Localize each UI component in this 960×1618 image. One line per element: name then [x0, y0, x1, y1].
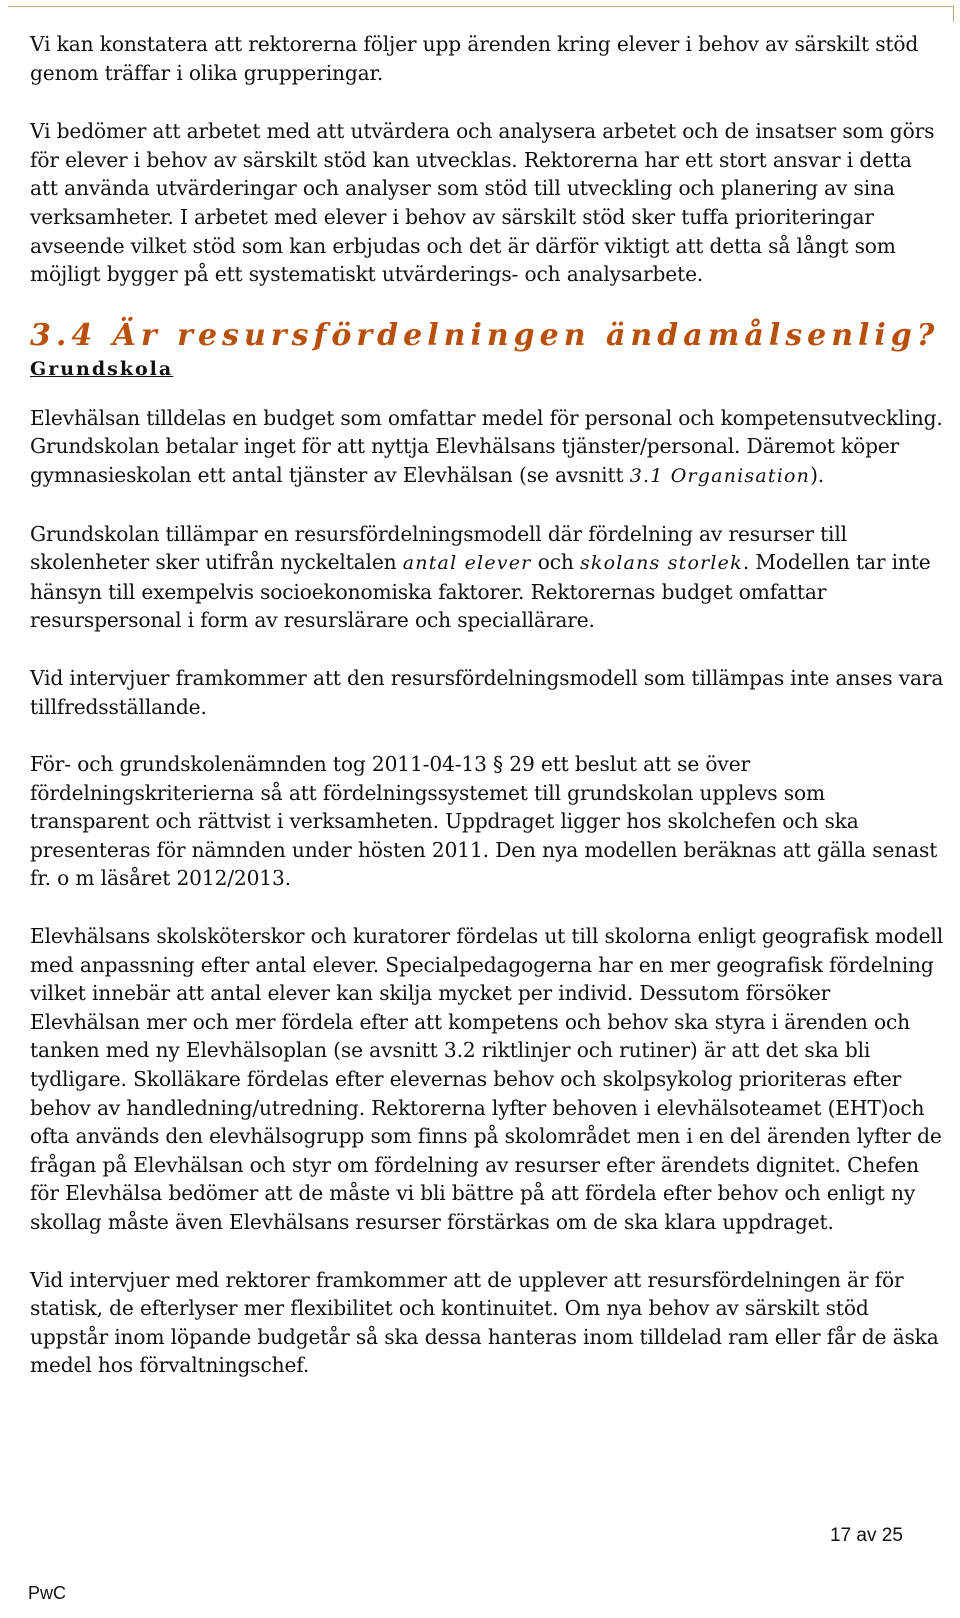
section-reference: 3.1 Organisation: [629, 464, 811, 487]
paragraph-1: Vi kan konstatera att rektorerna följer upp ärenden kring elever i behov av särskilt stöd genom träffar i olika grupperingar.: [30, 32, 919, 85]
paragraph-2: Vi bedömer att arbetet med att utvärdera och analysera arbetet och de insatser som görs för elever i behov av särskilt stöd kan utvecklas. Rektorerna har ett stort ansvar i detta att använda utvärderingar och analyser som stöd till utveckling och planering av sina verksamheter. I arbetet med elever i behov av särskilt stöd sker tuffa prioriteringar avseende vilket stöd som kan erbjudas och det är därför viktigt att detta så långt som möjligt bygger på ett systematiskt utvärderings- och analysarbete.: [30, 119, 935, 287]
paragraph-3-end: ).: [810, 462, 825, 487]
paragraph-8: Vid intervjuer med rektorer framkommer att de upplever att resursfördelningen är för statisk, de efterlyser mer flexibilitet och kontinuitet. Om nya behov av särskilt stöd uppstår inom löpande budgetår så ska dessa hanteras inom tilldelad ram eller får de äska medel hos förvaltningschef.: [30, 1267, 939, 1378]
pwc-logo: PwC: [28, 1583, 67, 1603]
header-rule: [8, 6, 954, 7]
paragraph-3: [30, 404, 945, 491]
paragraph-6: För- och grundskolenämnden tog 2011-04-13 § 29 ett beslut att se över fördelningskriterierna så att fördelningssystemet till grundskolan upplevs som transparent och rättvist i verksamheten. Uppdraget ligger hos skolchefen och ska presenteras för nämnden under hösten 2011. Den nya modellen beräknas att gälla senast fr. o m läsåret 2012/2013.: [30, 752, 938, 891]
document-page: [30, 30, 945, 1409]
paragraph-4-text-b: och: [531, 550, 580, 575]
paragraph-3-text: Elevhälsan tilldelas en budget som omfattar medel för personal och kompetensutveckling. Grundskolan betalar inget för att nyttja Elevhälsans tjänster/personal. Däremot köper gymnasieskolan ett antal tjänster av Elevhälsan (se avsnitt: [30, 405, 943, 487]
term-antal-elever: antal elever: [402, 552, 532, 575]
paragraph-4: [30, 520, 945, 635]
section-subheading: Grundskola: [30, 357, 174, 380]
paragraph-5: Vid intervjuer framkommer att den resursfördelningsmodell som tillämpas inte anses vara tillfredsställande.: [30, 665, 944, 719]
section-heading: 3.4 Är resursfördelningen ändamålsenlig?: [30, 317, 940, 353]
paragraph-7: Elevhälsans skolsköterskor och kuratorer fördelas ut till skolorna enligt geografisk modell med anpassning efter antal elever. Specialpedagogerna har en mer geografisk fördelning vilket innebär att antal elever kan skilja mycket per individ. Dessutom försöker Elevhälsan mer och mer fördela efter att kompetens och behov ska styra i ärenden och tanken med ny Elevhälsoplan (se avsnitt 3.2 riktlinjer och rutiner) är att det ska bli tydligare. Skolläkare fördelas efter elevernas behov och skolpsykolog prioriteras efter behov av handledning/utredning. Rektorerna lyfter behoven i elevhälsoteamet (EHT)och ofta används den elevhälsogrupp som finns på skolområdet men i en del ärenden lyfter de frågan på Elevhälsan och styr om fördelning av resurser efter ärendets dignitet. Chefen för Elevhälsa bedömer att de måste vi bli bättre på att fördela efter behov och enligt ny skollag måste även Elevhälsans resurser förstärkas om de ska klara uppdraget.: [30, 924, 944, 1234]
paragraph-4-text-c: . Modellen tar inte hänsyn till exempelvis socioekonomiska faktorer. Rektorernas budget omfattar resurspersonal i form av resurslärare och speciallärare.: [30, 550, 931, 633]
paragraph-4-text-a: Grundskolan tillämpar en resursfördelningsmodell där fördelning av resurser till skolenheter sker utifrån nyckeltalen: [30, 521, 847, 575]
page-number: 17 av 25: [830, 1525, 903, 1546]
term-skolans-storlek: skolans storlek: [579, 552, 743, 575]
header-rule-tick: [953, 6, 954, 22]
